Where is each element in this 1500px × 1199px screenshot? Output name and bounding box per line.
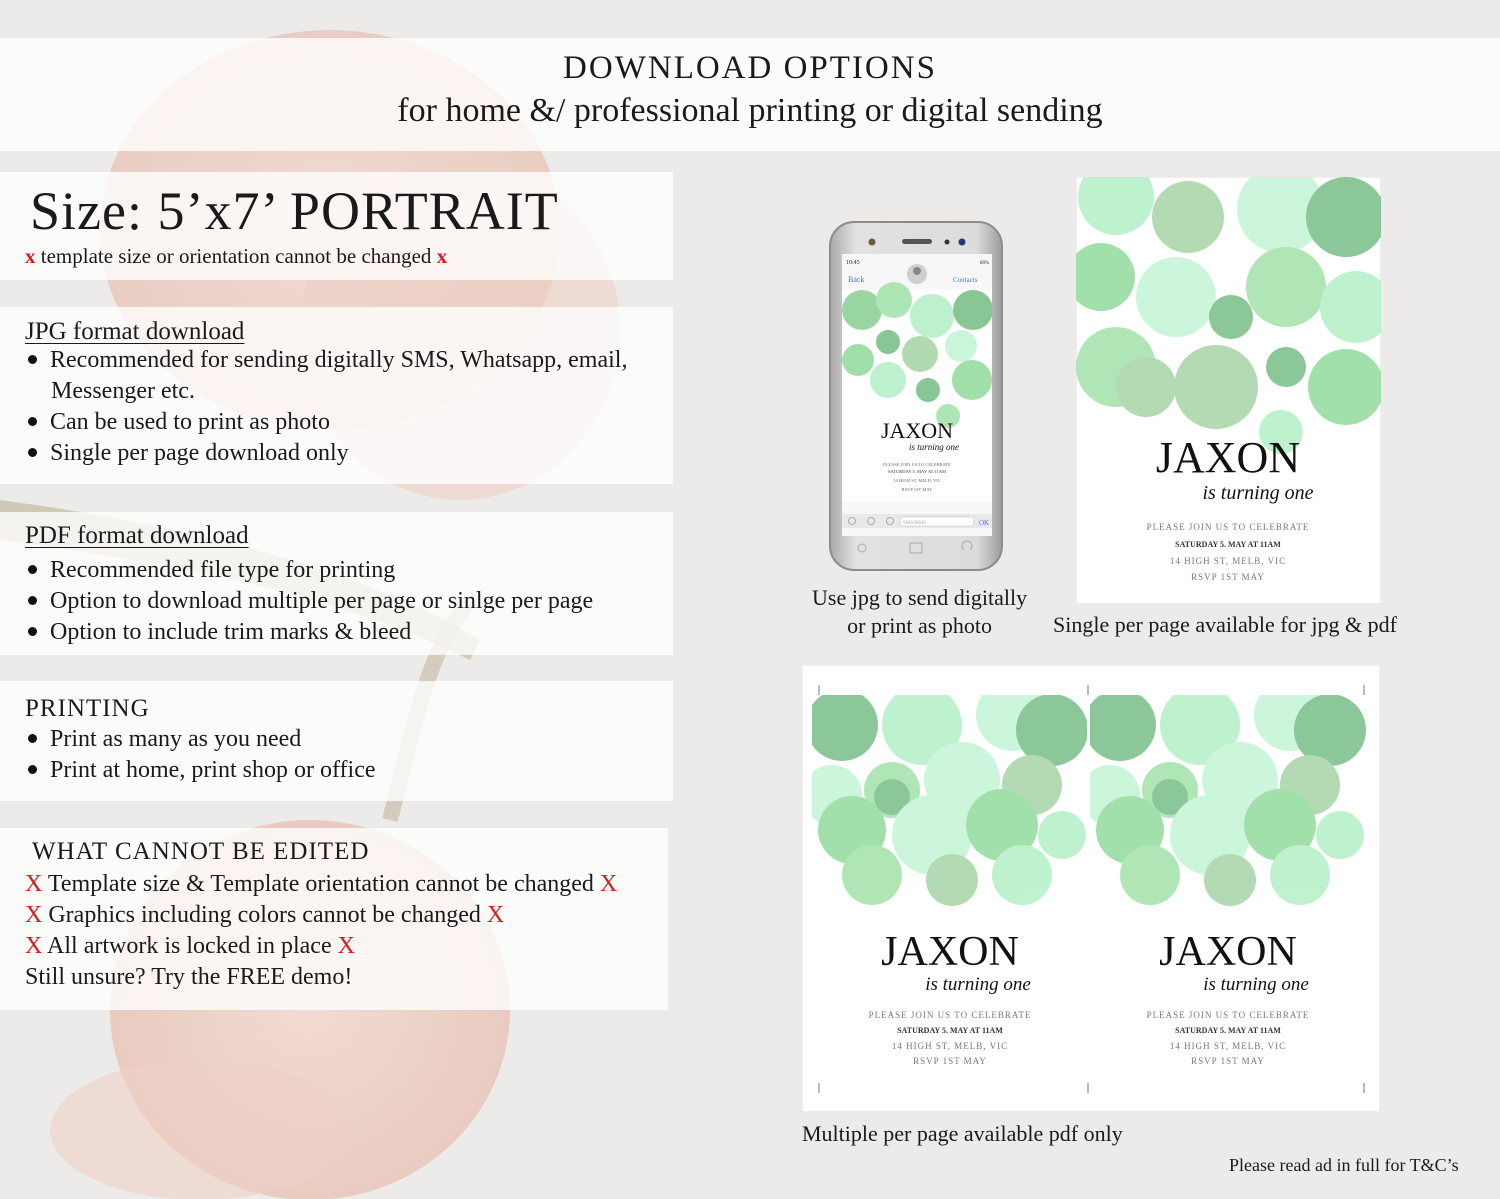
multiple-caption: Multiple per page available pdf only xyxy=(802,1121,1123,1146)
status-time: 10:45 xyxy=(846,260,860,266)
phone-caption: Use jpg to send digitally or print as photo xyxy=(812,585,1028,638)
cannot-edit-panel xyxy=(0,828,668,1010)
ok-button[interactable]: OK xyxy=(979,519,990,527)
size-note-text: template size or orientation cannot be changed xyxy=(40,244,432,268)
bullet-icon xyxy=(28,627,37,636)
bullet-icon xyxy=(28,565,37,574)
cannot-edit-heading: WHAT CANNOT BE EDITED xyxy=(32,838,370,865)
red-x-icon: X xyxy=(25,933,43,959)
svg-text:SATURDAY 5. MAY AT 11AM: SATURDAY 5. MAY AT 11AM xyxy=(1175,540,1281,549)
svg-text:PLEASE JOIN US TO CELEBRATE: PLEASE JOIN US TO CELEBRATE xyxy=(1146,522,1310,532)
red-x-icon: X xyxy=(337,933,355,959)
bullet-icon xyxy=(28,355,37,364)
svg-text:RSVP 1ST MAY: RSVP 1ST MAY xyxy=(913,1056,987,1066)
page-title: DOWNLOAD OPTIONS xyxy=(563,50,937,86)
invite-name: JAXON xyxy=(881,929,1019,975)
list-item: X Template size & Template orientation cannot be changed X xyxy=(25,871,618,897)
invite-script: is turning one xyxy=(908,442,960,452)
svg-text:14 HIGH ST, MELB, VIC: 14 HIGH ST, MELB, VIC xyxy=(1169,556,1287,566)
list-item: Messenger etc. xyxy=(51,378,195,404)
bullet-icon xyxy=(28,448,37,457)
printing-panel xyxy=(0,681,673,801)
red-x-icon: x xyxy=(436,244,448,268)
printing-heading: PRINTING xyxy=(25,695,150,722)
bullet-icon xyxy=(28,596,37,605)
demo-prompt: Still unsure? Try the FREE demo! xyxy=(25,964,353,990)
size-title: Size: 5’x7’ PORTRAIT xyxy=(30,181,559,241)
svg-text:14 HIGH ST, MELB, VIC: 14 HIGH ST, MELB, VIC xyxy=(891,1041,1009,1051)
svg-text:SATURDAY 5. MAY AT 11AM: SATURDAY 5. MAY AT 11AM xyxy=(1175,1026,1281,1035)
list-item: Recommended file type for printing xyxy=(25,557,395,584)
invite-name: JAXON xyxy=(1159,929,1297,975)
svg-text:RSVP 1ST MAY: RSVP 1ST MAY xyxy=(1191,572,1265,582)
list-item: Option to download multiple per page or sinlge per page xyxy=(25,588,593,615)
invite-script: is turning one xyxy=(925,974,1031,995)
pdf-heading: PDF format download xyxy=(25,522,249,549)
list-item: Print as many as you need xyxy=(25,726,301,753)
list-item: X Graphics including colors cannot be changed X xyxy=(25,902,505,928)
svg-text:PLEASE JOIN US TO CELEBRATE: PLEASE JOIN US TO CELEBRATE xyxy=(883,462,951,467)
list-item: Single per page download only xyxy=(25,440,349,467)
svg-text:14 HIGH ST, MELB, VIC: 14 HIGH ST, MELB, VIC xyxy=(893,478,941,483)
page-subtitle: for home &/ professional printing or digital sending xyxy=(397,92,1103,129)
red-x-icon: X xyxy=(25,902,43,928)
size-note xyxy=(25,244,447,269)
svg-text:SMS/MMS: SMS/MMS xyxy=(903,521,927,526)
invite-script: is turning one xyxy=(1202,482,1314,504)
status-battery: 80% xyxy=(980,261,990,266)
terms-footnote: Please read ad in full for T&C’s xyxy=(1229,1155,1459,1175)
size-panel xyxy=(0,172,673,280)
svg-text:RSVP 1ST MAY: RSVP 1ST MAY xyxy=(1191,1056,1265,1066)
list-item: Print at home, print shop or office xyxy=(25,757,376,784)
svg-text:14 HIGH ST, MELB, VIC: 14 HIGH ST, MELB, VIC xyxy=(1169,1041,1287,1051)
invite-name: JAXON xyxy=(880,418,954,443)
list-item: Can be used to print as photo xyxy=(25,409,330,436)
invite-script: is turning one xyxy=(1203,974,1309,995)
list-item: X All artwork is locked in place X xyxy=(25,933,355,959)
bullet-icon xyxy=(28,417,37,426)
bullet-icon xyxy=(28,734,37,743)
back-button[interactable]: Back xyxy=(848,275,865,284)
svg-text:PLEASE JOIN US TO CELEBRATE: PLEASE JOIN US TO CELEBRATE xyxy=(868,1010,1032,1020)
list-item: Recommended for sending digitally SMS, Whatsapp, email, xyxy=(25,347,627,374)
single-invite-preview xyxy=(1076,177,1381,604)
svg-text:SATURDAY 5. MAY AT 11AM: SATURDAY 5. MAY AT 11AM xyxy=(888,469,946,474)
red-x-icon: X xyxy=(486,902,505,928)
svg-text:RSVP 1ST MAY: RSVP 1ST MAY xyxy=(901,487,933,492)
jpg-heading: JPG format download xyxy=(25,318,245,345)
pdf-panel xyxy=(0,512,673,655)
header-banner xyxy=(0,38,1500,151)
single-caption: Single per page available for jpg & pdf xyxy=(1053,612,1397,637)
contacts-button[interactable]: Contacts xyxy=(953,276,978,284)
svg-text:SATURDAY 5. MAY AT 11AM: SATURDAY 5. MAY AT 11AM xyxy=(897,1026,1003,1035)
invite-name: JAXON xyxy=(1155,433,1301,482)
phone-mockup xyxy=(828,220,1004,572)
multiple-invite-preview xyxy=(802,665,1380,1112)
svg-text:PLEASE JOIN US TO CELEBRATE: PLEASE JOIN US TO CELEBRATE xyxy=(1146,1010,1310,1020)
jpg-panel xyxy=(0,307,673,484)
list-item: Option to include trim marks & bleed xyxy=(25,619,411,646)
red-x-icon: x xyxy=(25,244,36,268)
red-x-icon: X xyxy=(599,871,618,897)
red-x-icon: X xyxy=(25,871,43,897)
bullet-icon xyxy=(28,765,37,774)
